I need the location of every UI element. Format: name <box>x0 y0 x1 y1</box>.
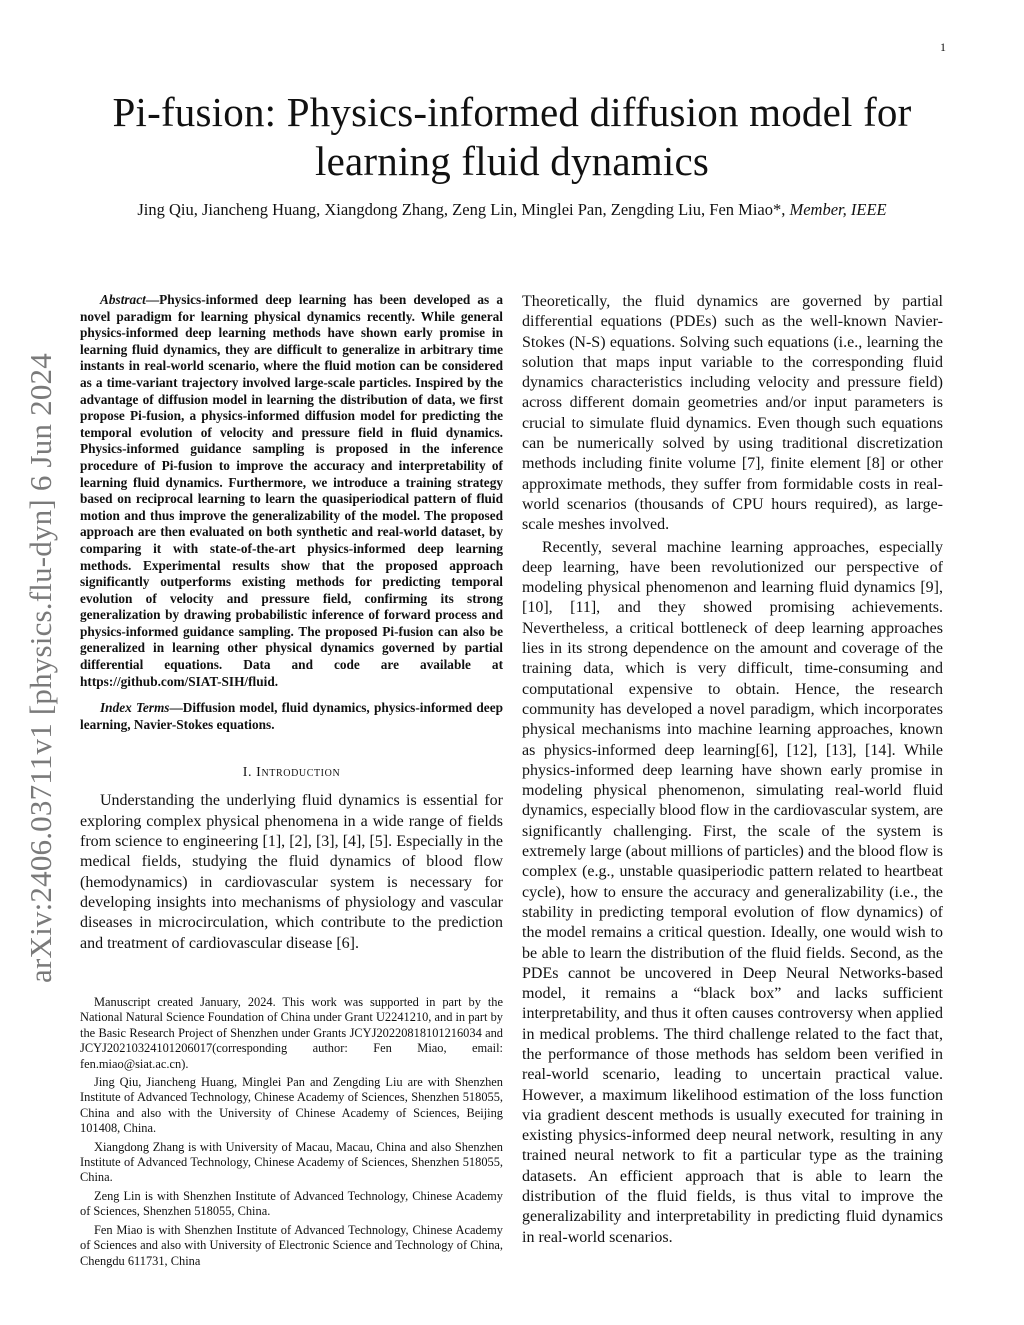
title-line-1: Pi-fusion: Physics-informed diffusion model for <box>112 89 912 135</box>
footnote-affiliation: Jing Qiu, Jiancheng Huang, Minglei Pan and Zengding Liu are with Shenzhen Institute of Advanced Technology, Chinese Academy of Sciences, Shenzhen 518055, China and also with the University of Chinese Academy of Sciences, Beijing 101408, China. <box>80 1075 503 1136</box>
right-column <box>522 292 943 1248</box>
intro-paragraph-3: Recently, several machine learning approaches, especially deep learning, have been revolutionized our perspective of modeling physical phenomenon and learning fluid dynamics [9], [10], [11], and they showed promising achievements. Nevertheless, a critical bottleneck of deep learning approaches lies in its strong dependence on the amount and coverage of the training data, which is very difficult, time-consuming and computational expensive to obtain. Hence, the research community has developed a novel paradigm, which incorporates physical mechanisms into machine learning approaches, known as physics-informed deep learning[6], [12], [13], [14]. While physics-informed deep learning have shown early promise in modeling physical phenomenon, simulating real-world fluid dynamics, especially blood flow in the cardiovascular system, are significantly challenging. First, the scale of the system is extremely large (about millions of particles) and the blood flow is complex (e.g., unstable quasiperiodic pattern related to heartbeat cycle), how to ensure the accuracy and generalizability (i.e., the stability in predicting temporal evolution of flow dynamics) of the model remains a critical question. Ideally, one would wish to be able to learn the distribution of the fluid fields. Second, as the PDEs cannot be uncovered in Deep Neural Networks-based model, it remains a “black box” and lacks sufficient interpretability, and thus it often causes controversy when applied in medical problems. The third challenge related to the fact that, the performance of those methods has seldom been verified in real-world scenario, leading to uncertain practical value. However, a maximum likelihood estimation of the loss function via gradient descent methods is usually executed for training in existing physics-informed deep neural network, resulting in any trained neural network to fit a particular type as the training datasets. An efficient approach that is able to learn the distribution of the fluid fields, is thus vital to improve the generalizability and interpretability in predicting fluid dynamics in real-world scenarios. <box>522 538 943 1246</box>
author-list <box>80 199 944 221</box>
footnote-funding: Manuscript created January, 2024. This work was supported in part by the National Natural Science Foundation of China under Grant U2241210, and in part by the Basic Research Project of Shenzhen under Grants JCYJ20220818101216034 and JCYJ20210324101206017(corresponding author: Fen Miao, email: fen.miao@siat.ac.cn). <box>80 995 503 1071</box>
index-terms-label: Index Terms <box>100 700 170 716</box>
abstract-text: —Physics-informed deep learning has been developed as a novel paradigm for learning physical dynamics recently. While general physics-informed deep learning methods have shown early promise in learning fluid dynamics, they are difficult to generalize in arbitrary time instants in real-world scenario, where the fluid motion can be considered as a time-variant trajectory involved large-scale particles. Inspired by the advantage of diffusion model in learning the distribution of data, we first propose Pi-fusion, a physics-informed diffusion model for predicting the temporal evolution of velocity and pressure field in fluid dynamics. Physics-informed guidance sampling is proposed in the inference procedure of Pi-fusion to improve the accuracy and interpretability of learning fluid dynamics. Furthermore, we introduce a training strategy based on reciprocal learning to learn the quasiperiodical pattern of fluid motion and thus improve the generalizability of the model. The proposed approach are then evaluated on both synthetic and real-world dataset, by comparing it with state-of-the-art physics-informed deep learning methods. Experimental results show that the proposed approach significantly outperforms existing methods for predicting temporal evolution of velocity and pressure field, confirming its strong generalization by drawing probabilistic inference of forward process and physics-informed guidance sampling. The proposed Pi-fusion can also be generalized in learning other physical dynamics governed by partial differential equations. Data and code are available at https://github.com/SIAT-SIH/fluid. <box>80 292 503 689</box>
footnotes <box>80 995 503 1272</box>
footnote-affiliation: Zeng Lin is with Shenzhen Institute of Advanced Technology, Chinese Academy of Sciences, Shenzhen 518055, China. <box>80 1188 503 1219</box>
intro-paragraph-1: Understanding the underlying fluid dynamics is essential for exploring complex physical phenomena in a wide range of fields from science to engineering [1], [2], [3], [4], [5]. Especially in the medical fields, studying the fluid dynamics of blood flow (hemodynamics) in cardiovascular system is necessary for developing insights into mechanisms of physiology and vascular diseases in microcirculation, which contribute to the prediction and treatment of cardiovascular disease [6]. <box>80 792 503 952</box>
title-line-2: learning fluid dynamics <box>315 138 709 184</box>
arxiv-identifier-stamp: arXiv:2406.03711v1 [physics.flu-dyn] 6 Jun 2024 <box>23 353 58 983</box>
section-heading-introduction: I. Introduction <box>242 765 341 781</box>
page-number: 1 <box>940 40 946 54</box>
index-terms-text: —Diffusion model, fluid dynamics, physics-informed deep learning, Navier-Stokes equations. <box>80 700 503 732</box>
author-membership: Member, IEEE <box>789 200 887 219</box>
paper-title <box>80 88 944 186</box>
footnote-affiliation: Fen Miao is with Shenzhen Institute of Advanced Technology, Chinese Academy of Sciences and also with University of Electronic Science and Technology of China, Chengdu 611731, China <box>80 1222 503 1268</box>
author-names: Jing Qiu, Jiancheng Huang, Xiangdong Zhang, Zeng Lin, Minglei Pan, Zengding Liu, Fen Miao*, <box>137 200 790 219</box>
abstract-label: Abstract <box>100 292 146 307</box>
intro-paragraph-2: Theoretically, the fluid dynamics are governed by partial differential equations (PDEs) such as the well-known Navier-Stokes (N-S) equations. Solving such equations (i.e., learning the solution that maps input variable to the corresponding fluid dynamics characteristics including velocity and pressure field) across different domain geometries and/or input parameters is crucial to simulate fluid dynamics. Even though such equations can be numerically solved by using traditional discretization methods including finite volume [7], finite element [8] or other approximate methods, they suffer from formidable costs in real-world scenarios (thousands of CPU hours required), as large-scale meshes involved. <box>522 293 943 534</box>
abstract <box>80 292 503 690</box>
left-column <box>80 292 503 954</box>
index-terms <box>80 700 503 733</box>
footnote-affiliation: Xiangdong Zhang is with University of Macau, Macau, China and also Shenzhen Institute of Advanced Technology, Chinese Academy of Sciences, Shenzhen 518055, China. <box>80 1139 503 1185</box>
